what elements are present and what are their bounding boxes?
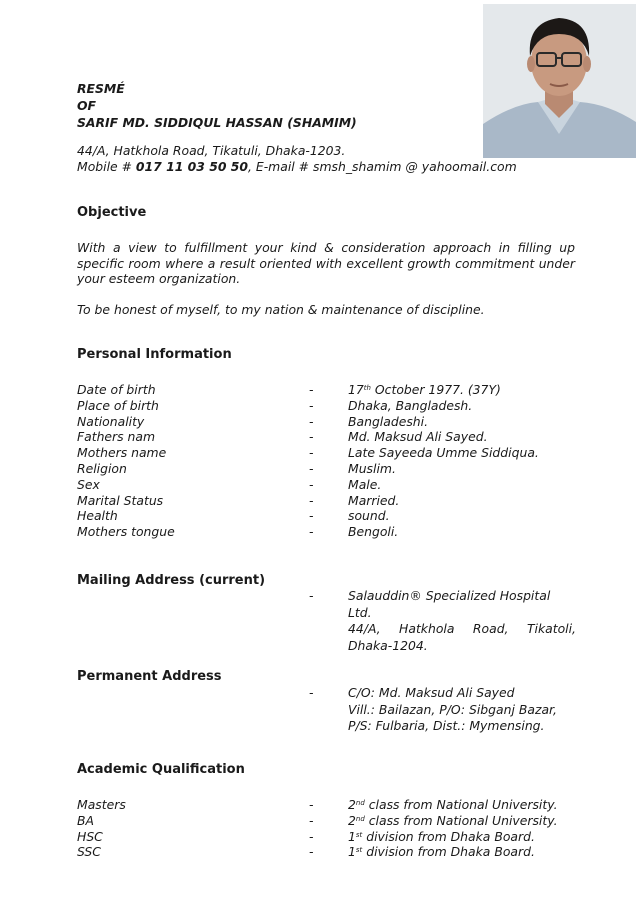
row-value-main: 2 [348, 812, 356, 828]
personal-info-title: Personal Information [77, 347, 232, 362]
academic-row [77, 797, 597, 813]
profile-photo [483, 4, 636, 158]
row-dash: - [309, 492, 314, 508]
row-value-main: 17 [348, 382, 364, 397]
personal-row [77, 414, 597, 430]
row-value-main: 2 [348, 797, 356, 812]
row-dash: - [309, 382, 314, 397]
personal-row [77, 382, 597, 398]
permanent-address-block [348, 685, 576, 735]
row-value-main: sound. [348, 508, 390, 524]
mobile-number: 017 11 03 50 50 [135, 159, 248, 174]
academic-title: Academic Qualification [77, 762, 245, 777]
row-value [348, 429, 488, 445]
row-value [348, 813, 558, 829]
row-label: Sex [77, 476, 100, 492]
permanent-line-1: C/O: Md. Maksud Ali Sayed [348, 685, 515, 700]
row-dash: - [309, 797, 314, 812]
row-value-main: 1 [348, 828, 356, 844]
row-value-main: Married. [348, 492, 400, 508]
personal-row [77, 398, 597, 414]
academic-row [77, 829, 597, 845]
row-value-suffix: st [355, 830, 363, 839]
row-value [348, 508, 390, 524]
row-label: SSC [77, 844, 101, 860]
personal-row [77, 477, 597, 493]
row-value-main: Muslim. [348, 461, 396, 476]
mailing-address-block [348, 588, 576, 654]
row-value-suffix: st [355, 846, 363, 855]
row-value-rest: class from National University. [364, 812, 558, 828]
row-value [348, 461, 396, 477]
contact-address: 44/A, Hatkhola Road, Tikatuli, Dhaka-1203. [77, 143, 346, 158]
row-dash: - [309, 812, 314, 828]
row-dash: - [309, 524, 314, 540]
mailing-line-3: Dhaka-1204. [348, 637, 428, 653]
row-dash: - [309, 508, 314, 524]
row-label: Place of birth [77, 397, 159, 413]
objective-paragraph-1: With a view to fulfillment your kind & consideration approach in filling up specific room where a result oriented with excellent growth commitment under your esteem organization. [77, 240, 575, 287]
objective-title: Objective [77, 205, 147, 220]
row-dash: - [309, 445, 314, 461]
resume-header [77, 80, 357, 131]
row-label: Nationality [77, 413, 145, 429]
row-label: Mothers tongue [77, 524, 175, 540]
row-value-main: Bangladeshi. [348, 413, 429, 429]
permanent-dash: - [309, 685, 314, 700]
person-portrait-icon [483, 4, 636, 158]
row-dash: - [309, 397, 314, 413]
row-label: Mothers name [77, 445, 167, 461]
row-value [348, 524, 398, 540]
contact-line [77, 159, 517, 175]
personal-row [77, 493, 597, 509]
row-dash: - [309, 476, 314, 492]
row-value-main: Bengoli. [348, 524, 399, 540]
permanent-line-3: P/S: Fulbaria, Dist.: Mymensing. [348, 718, 545, 733]
email-text: , E-mail # smsh_shamim @ yahoomail.com [248, 159, 517, 174]
row-value-main: Late Sayeeda Umme Siddiqua. [348, 445, 539, 461]
permanent-address-title: Permanent Address [77, 669, 222, 684]
mailing-line-1: Salauddin® Specialized Hospital Ltd. [348, 588, 551, 620]
row-dash: - [309, 429, 314, 445]
mailing-line-2: 44/A, Hatkhola Road, Tikatoli, [348, 621, 576, 636]
personal-row [77, 524, 597, 540]
row-value-rest: October 1977. (37Y) [370, 382, 501, 397]
row-dash: - [309, 844, 314, 860]
row-value-main: Dhaka, Bangladesh. [348, 397, 473, 413]
row-label: Fathers nam [77, 429, 156, 445]
header-line-resume: RESMÉ [77, 81, 125, 96]
row-value-rest: division from Dhaka Board. [362, 828, 535, 844]
mailing-address-title: Mailing Address (current) [77, 573, 266, 588]
contact-info [77, 143, 517, 175]
row-label: Masters [77, 797, 126, 812]
objective-paragraph-2: To be honest of myself, to my nation & maintenance of discipline. [77, 302, 485, 317]
mobile-prefix: Mobile # [77, 159, 136, 174]
row-value [348, 829, 535, 845]
permanent-line-2: Vill.: Bailazan, P/O: Sibganj Bazar, [348, 701, 557, 717]
row-value-main: Male. [348, 476, 382, 492]
header-name: SARIF MD. SIDDIQUL HASSAN (SHAMIM) [77, 115, 357, 130]
row-value-suffix: nd [355, 799, 365, 807]
row-dash: - [309, 461, 314, 476]
row-value [348, 477, 381, 493]
row-value-main: Md. Maksud Ali Sayed. [348, 429, 488, 445]
academic-row [77, 844, 597, 860]
row-label: Religion [77, 461, 127, 476]
personal-row [77, 445, 597, 461]
row-value-suffix: nd [355, 814, 365, 823]
row-value [348, 844, 535, 860]
personal-row [77, 429, 597, 445]
row-label: Marital Status [77, 492, 164, 508]
row-value-rest: division from Dhaka Board. [362, 844, 535, 860]
row-value-rest: class from National University. [364, 797, 558, 812]
row-value [348, 414, 428, 430]
row-value [348, 398, 472, 414]
row-dash: - [309, 828, 314, 844]
academic-row [77, 813, 597, 829]
row-label: Date of birth [77, 382, 156, 397]
row-value [348, 382, 501, 398]
personal-row [77, 461, 597, 477]
row-value-main: 1 [348, 844, 356, 860]
mailing-dash: - [309, 588, 314, 603]
row-value-suffix: th [363, 384, 371, 392]
row-label: BA [77, 812, 94, 828]
row-value [348, 797, 558, 813]
row-label: HSC [77, 828, 103, 844]
row-value [348, 445, 539, 461]
personal-row [77, 508, 597, 524]
row-value [348, 493, 399, 509]
row-dash: - [309, 413, 314, 429]
row-label: Health [77, 508, 118, 524]
header-line-of: OF [77, 98, 96, 113]
